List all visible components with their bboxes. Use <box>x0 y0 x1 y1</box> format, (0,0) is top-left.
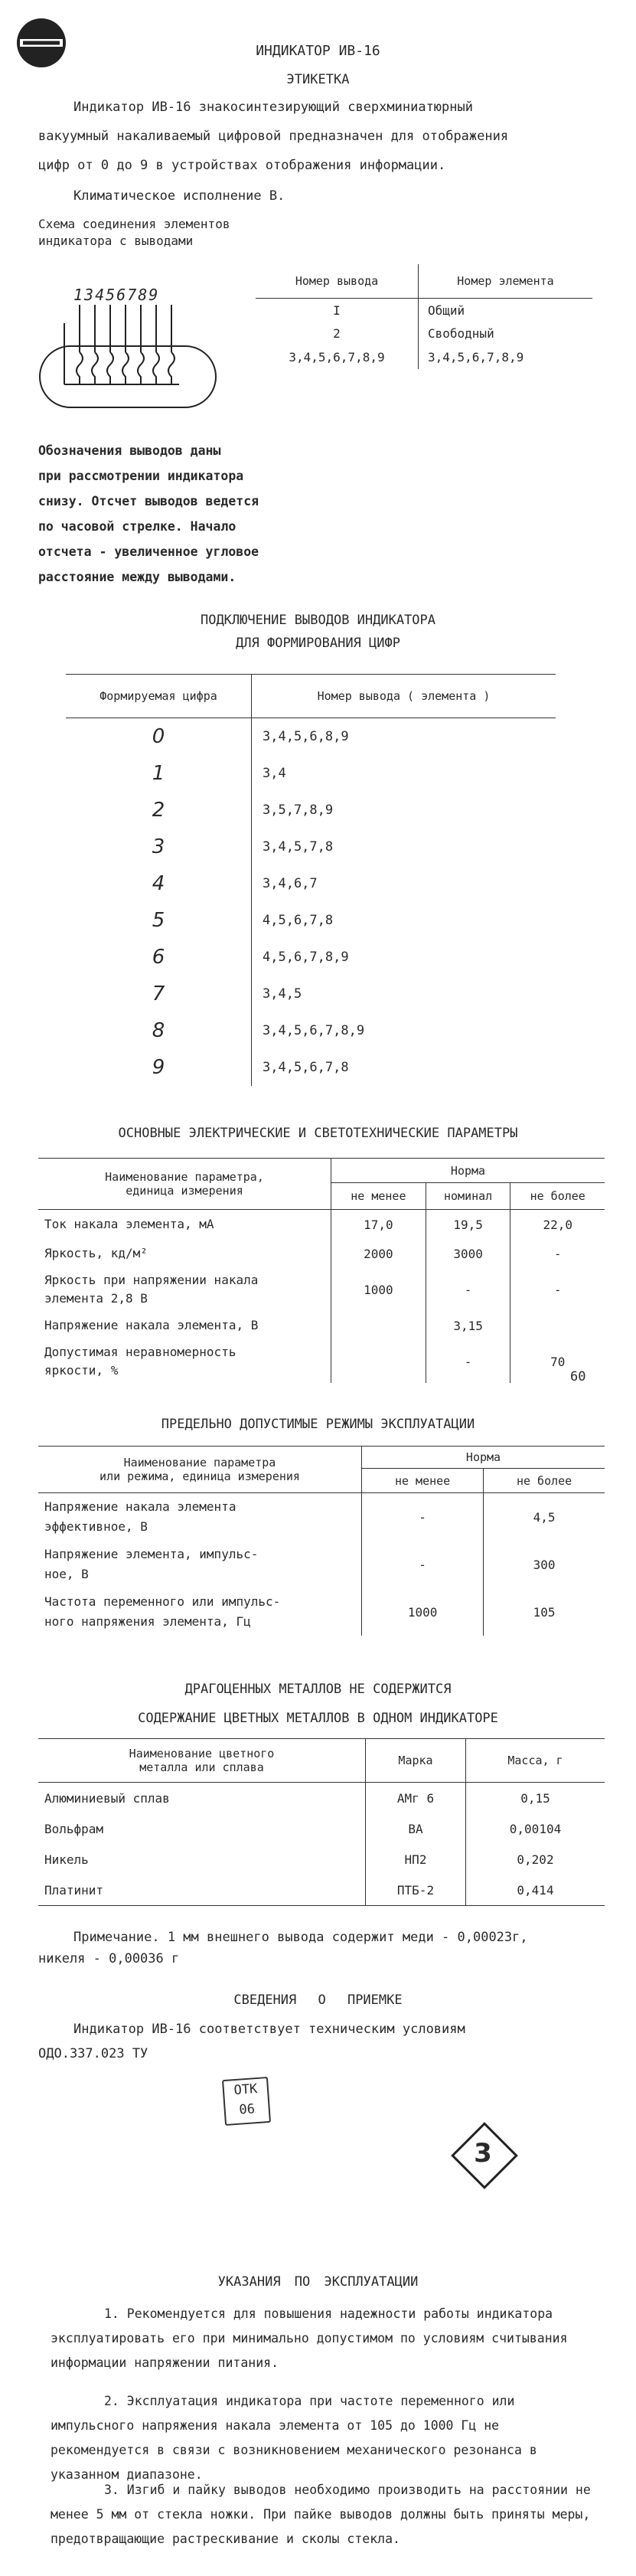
digits-row <box>66 792 556 829</box>
digits-row-pins: 3,4,5,7,8 <box>263 839 334 855</box>
digits-row <box>66 939 556 976</box>
params-sub-min: не менее <box>331 1183 426 1210</box>
usage-title: УКАЗАНИЯ ПО ЭКСПЛУАТАЦИИ <box>217 2274 419 2290</box>
digits-row-digit: 1 <box>66 755 252 792</box>
scheme-caption-2: индикатора с выводами <box>38 234 194 248</box>
digits-row <box>66 755 556 792</box>
params-row-name: Ток накала элемента, мА <box>38 1210 331 1240</box>
digits-section-title-1: ПОДКЛЮЧЕНИЕ ВЫВОДОВ ИНДИКАТОРА <box>200 613 436 628</box>
params-row <box>38 1340 605 1383</box>
params-row-max: - <box>553 1246 562 1261</box>
digits-row-pins: 3,4,5 <box>263 986 302 1002</box>
intro-line-4: Климатическое исполнение В. <box>73 188 285 204</box>
digits-row-digit: 7 <box>66 976 252 1012</box>
pins-row-1-element: Общий <box>428 302 465 318</box>
pins-note-line-6: расстояние между выводами. <box>38 570 236 584</box>
document-title: ИНДИКАТОР ИВ-16 <box>256 43 380 59</box>
params-row-min: 17,0 <box>331 1210 426 1240</box>
accept-title: СВЕДЕНИЯ О ПРИЕМКЕ <box>233 1992 403 2008</box>
limits-row-max: 4,5 <box>533 1509 556 1525</box>
params-row-nom: 19,5 <box>426 1210 510 1240</box>
pins-table <box>256 264 592 369</box>
metals-row-grade: ПТБ-2 <box>366 1875 466 1906</box>
params-row-min <box>331 1340 426 1383</box>
accept-line-1: Индикатор ИВ-16 соответствует техническим условиям <box>73 2022 465 2037</box>
digits-section-title-2: ДЛЯ ФОРМИРОВАНИЯ ЦИФР <box>236 636 400 651</box>
pins-row-3-pin: 3,4,5,6,7,8,9 <box>256 345 419 369</box>
limits-row <box>38 1493 605 1541</box>
params-row <box>38 1239 605 1268</box>
limits-header-norm: Норма <box>362 1447 605 1469</box>
limits-table <box>38 1446 605 1636</box>
digits-row <box>66 1049 556 1086</box>
metals-row-name: Платинит <box>38 1875 366 1906</box>
intro-line-2: вакуумный накаливаемый цифровой предназначен для отображения <box>38 129 509 144</box>
metals-header-name: Наименование цветного металла или сплава <box>38 1739 366 1783</box>
params-row-max: - <box>553 1282 562 1297</box>
params-row-nom: - <box>426 1340 510 1383</box>
params-row-nom: 3000 <box>426 1239 510 1268</box>
metals-row-grade: АМг 6 <box>366 1783 466 1814</box>
metals-row-name: Алюминиевый сплав <box>38 1783 366 1814</box>
digits-row-pins: 3,4 <box>263 766 286 781</box>
limits-row-min: - <box>362 1541 484 1588</box>
limits-row-name: Напряжение элемента, импульс- ное, В <box>38 1541 362 1588</box>
connection-diagram <box>37 305 220 420</box>
otk-stamp <box>222 2077 271 2126</box>
params-extra-max: 60 <box>570 1369 586 1384</box>
pins-note-line-3: снизу. Отсчет выводов ведется <box>38 494 259 508</box>
pins-header-element: Номер элемента <box>419 264 593 299</box>
digits-row-pins: 3,4,6,7 <box>263 876 318 891</box>
digits-row <box>66 1012 556 1049</box>
params-row-max: 22,0 <box>543 1217 572 1232</box>
limits-title: ПРЕДЕЛЬНО ДОПУСТИМЫЕ РЕЖИМЫ ЭКСПЛУАТАЦИИ <box>161 1417 475 1432</box>
scheme-caption-1: Схема соединения элементов <box>38 217 230 231</box>
limits-row-name: Напряжение накала элемента эффективное, В <box>38 1493 362 1541</box>
digits-row-pins: 3,4,5,6,8,9 <box>263 729 349 744</box>
usage-paragraph-1: 1. Рекомендуется для повышения надежности работы индикатора эксплуатировать его при минимально допустимом по условиям считывания информации напряжении питания. <box>51 2306 568 2370</box>
params-row-min: 2000 <box>331 1239 426 1268</box>
intro-line-1: Индикатор ИВ-16 знакосинтезирующий сверхминиатюрный <box>73 100 473 115</box>
params-row-nom: - <box>426 1268 510 1311</box>
digits-row-digit: 8 <box>66 1012 252 1049</box>
limits-row <box>38 1541 605 1588</box>
pins-note-line-1: Обозначения выводов даны <box>38 443 221 458</box>
grade-stamp-value: 3 <box>474 2138 492 2169</box>
digits-row-digit: 3 <box>66 829 252 865</box>
params-row <box>38 1210 605 1240</box>
digits-row-digit: 2 <box>66 792 252 829</box>
digits-row-pins: 3,4,5,6,7,8 <box>263 1060 349 1075</box>
params-sub-max: не более <box>510 1183 605 1210</box>
intro-line-3: цифр от 0 до 9 в устройствах отображения информации. <box>38 158 446 173</box>
params-row <box>38 1268 605 1311</box>
params-row-name: Яркость, кд/м² <box>38 1239 331 1268</box>
params-row-max <box>510 1311 605 1340</box>
digits-row <box>66 865 556 902</box>
metals-row-name: Никель <box>38 1844 366 1875</box>
digits-row-pins: 3,5,7,8,9 <box>263 803 334 818</box>
grade-stamp <box>450 2121 519 2190</box>
limits-row-max: 105 <box>533 1604 556 1620</box>
params-row-min <box>331 1311 426 1340</box>
metals-header-mass: Масса, г <box>466 1739 605 1783</box>
digits-row-pins: 4,5,6,7,8 <box>263 913 334 928</box>
metals-note-2: никеля - 0,00036 г <box>38 1951 180 1966</box>
otk-stamp-number: 06 <box>238 2101 256 2118</box>
limits-row-name: Частота переменного или импульс- ного напряжения элемента, Гц <box>38 1588 362 1636</box>
limits-row-max: 300 <box>533 1557 556 1572</box>
pins-header-pin: Номер вывода <box>256 264 419 299</box>
params-row-name: Яркость при напряжении накала элемента 2,8 В <box>38 1268 331 1311</box>
indicator-diagram-icon <box>37 305 220 420</box>
params-header-norm: Норма <box>331 1159 605 1183</box>
params-row <box>38 1311 605 1340</box>
pins-row-2-element: Свободный <box>428 325 494 341</box>
pins-note-line-5: отсчета - увеличенное угловое <box>38 544 259 559</box>
params-title: ОСНОВНЫЕ ЭЛЕКТРИЧЕСКИЕ И СВЕТОТЕХНИЧЕСКИЕ ПАРАМЕТРЫ <box>118 1126 518 1141</box>
usage-paragraph-3: 3. Изгиб и пайку выводов необходимо производить на расстоянии не менее 5 мм от стекла ножки. При пайке выводов должны быть приняты меры, предотвращающие растрескивание и сколы стекла. <box>51 2483 591 2546</box>
digits-header-digit: Формируемая цифра <box>66 675 252 718</box>
digits-row <box>66 976 556 1012</box>
pin-numbers: 13456789 <box>73 286 160 304</box>
metals-row-grade: НП2 <box>366 1844 466 1875</box>
document-subtitle: ЭТИКЕТКА <box>286 72 350 87</box>
digits-row-digit: 9 <box>66 1049 252 1086</box>
pins-row-2-pin: 2 <box>256 322 419 345</box>
otk-stamp-label: ОТК <box>233 2081 258 2099</box>
limits-sub-max: не более <box>484 1469 605 1493</box>
params-header-name: Наименование параметра, единица измерения <box>38 1159 331 1210</box>
limits-row-min: 1000 <box>362 1588 484 1636</box>
digits-row <box>66 902 556 939</box>
pins-note-line-2: при рассмотрении индикатора <box>38 469 244 483</box>
digits-row-digit: 0 <box>66 718 252 756</box>
params-row-name: Напряжение накала элемента, В <box>38 1311 331 1340</box>
digits-row-pins: 3,4,5,6,7,8,9 <box>263 1023 365 1038</box>
metals-row-name: Вольфрам <box>38 1813 366 1844</box>
params-row-name: Допустимая неравномерность яркости, % <box>38 1340 331 1383</box>
metals-row-mass: 0,15 <box>520 1790 550 1806</box>
pins-row-3-element: 3,4,5,6,7,8,9 <box>428 349 524 364</box>
limits-row-min: - <box>362 1493 484 1541</box>
metals-row <box>38 1813 605 1844</box>
digits-row-pins: 4,5,6,7,8,9 <box>263 950 349 965</box>
digits-row <box>66 829 556 865</box>
metals-row <box>38 1844 605 1875</box>
metals-row-mass: 0,414 <box>466 1875 605 1906</box>
metals-row <box>38 1783 605 1814</box>
metals-row-mass: 0,202 <box>517 1852 554 1867</box>
limits-row <box>38 1588 605 1636</box>
params-sub-nom: номинал <box>426 1183 510 1210</box>
metals-table <box>38 1738 605 1906</box>
digits-table <box>66 674 556 1086</box>
limits-header-name: Наименование параметра или режима, единица измерения <box>38 1447 362 1493</box>
params-row-max: 70 <box>550 1354 566 1369</box>
digits-row-digit: 5 <box>66 902 252 939</box>
params-row-nom: 3,15 <box>426 1311 510 1340</box>
metals-row <box>38 1875 605 1906</box>
metals-row-grade: ВА <box>366 1813 466 1844</box>
digits-row-digit: 4 <box>66 865 252 902</box>
digits-row <box>66 718 556 756</box>
metals-title-1: ДРАГОЦЕННЫХ МЕТАЛЛОВ НЕ СОДЕРЖИТСЯ <box>184 1682 452 1697</box>
pins-row-1-pin: I <box>256 299 419 322</box>
metals-note-1: Примечание. 1 мм внешнего вывода содержит меди - 0,00023г, <box>73 1930 528 1945</box>
params-row-min: 1000 <box>331 1268 426 1311</box>
pins-note <box>38 438 259 590</box>
metals-title-2: СОДЕРЖАНИЕ ЦВЕТНЫХ МЕТАЛЛОВ В ОДНОМ ИНДИКАТОРЕ <box>138 1711 498 1726</box>
digits-row-digit: 6 <box>66 939 252 976</box>
limits-sub-min: не менее <box>362 1469 484 1493</box>
params-table <box>38 1158 605 1383</box>
accept-line-2: ОДО.337.023 ТУ <box>38 2046 148 2061</box>
metals-row-mass: 0,00104 <box>509 1821 562 1836</box>
pins-note-line-4: по часовой стрелке. Начало <box>38 519 236 534</box>
digits-header-pins: Номер вывода ( элемента ) <box>252 675 556 718</box>
metals-header-grade: Марка <box>366 1739 466 1783</box>
usage-paragraph-2: 2. Эксплуатация индикатора при частоте переменного или импульсного напряжения накала элемента от 105 до 1000 Гц не рекомендуется в связи с возникновением механического резонанса в указанном диапазоне. <box>51 2394 537 2482</box>
